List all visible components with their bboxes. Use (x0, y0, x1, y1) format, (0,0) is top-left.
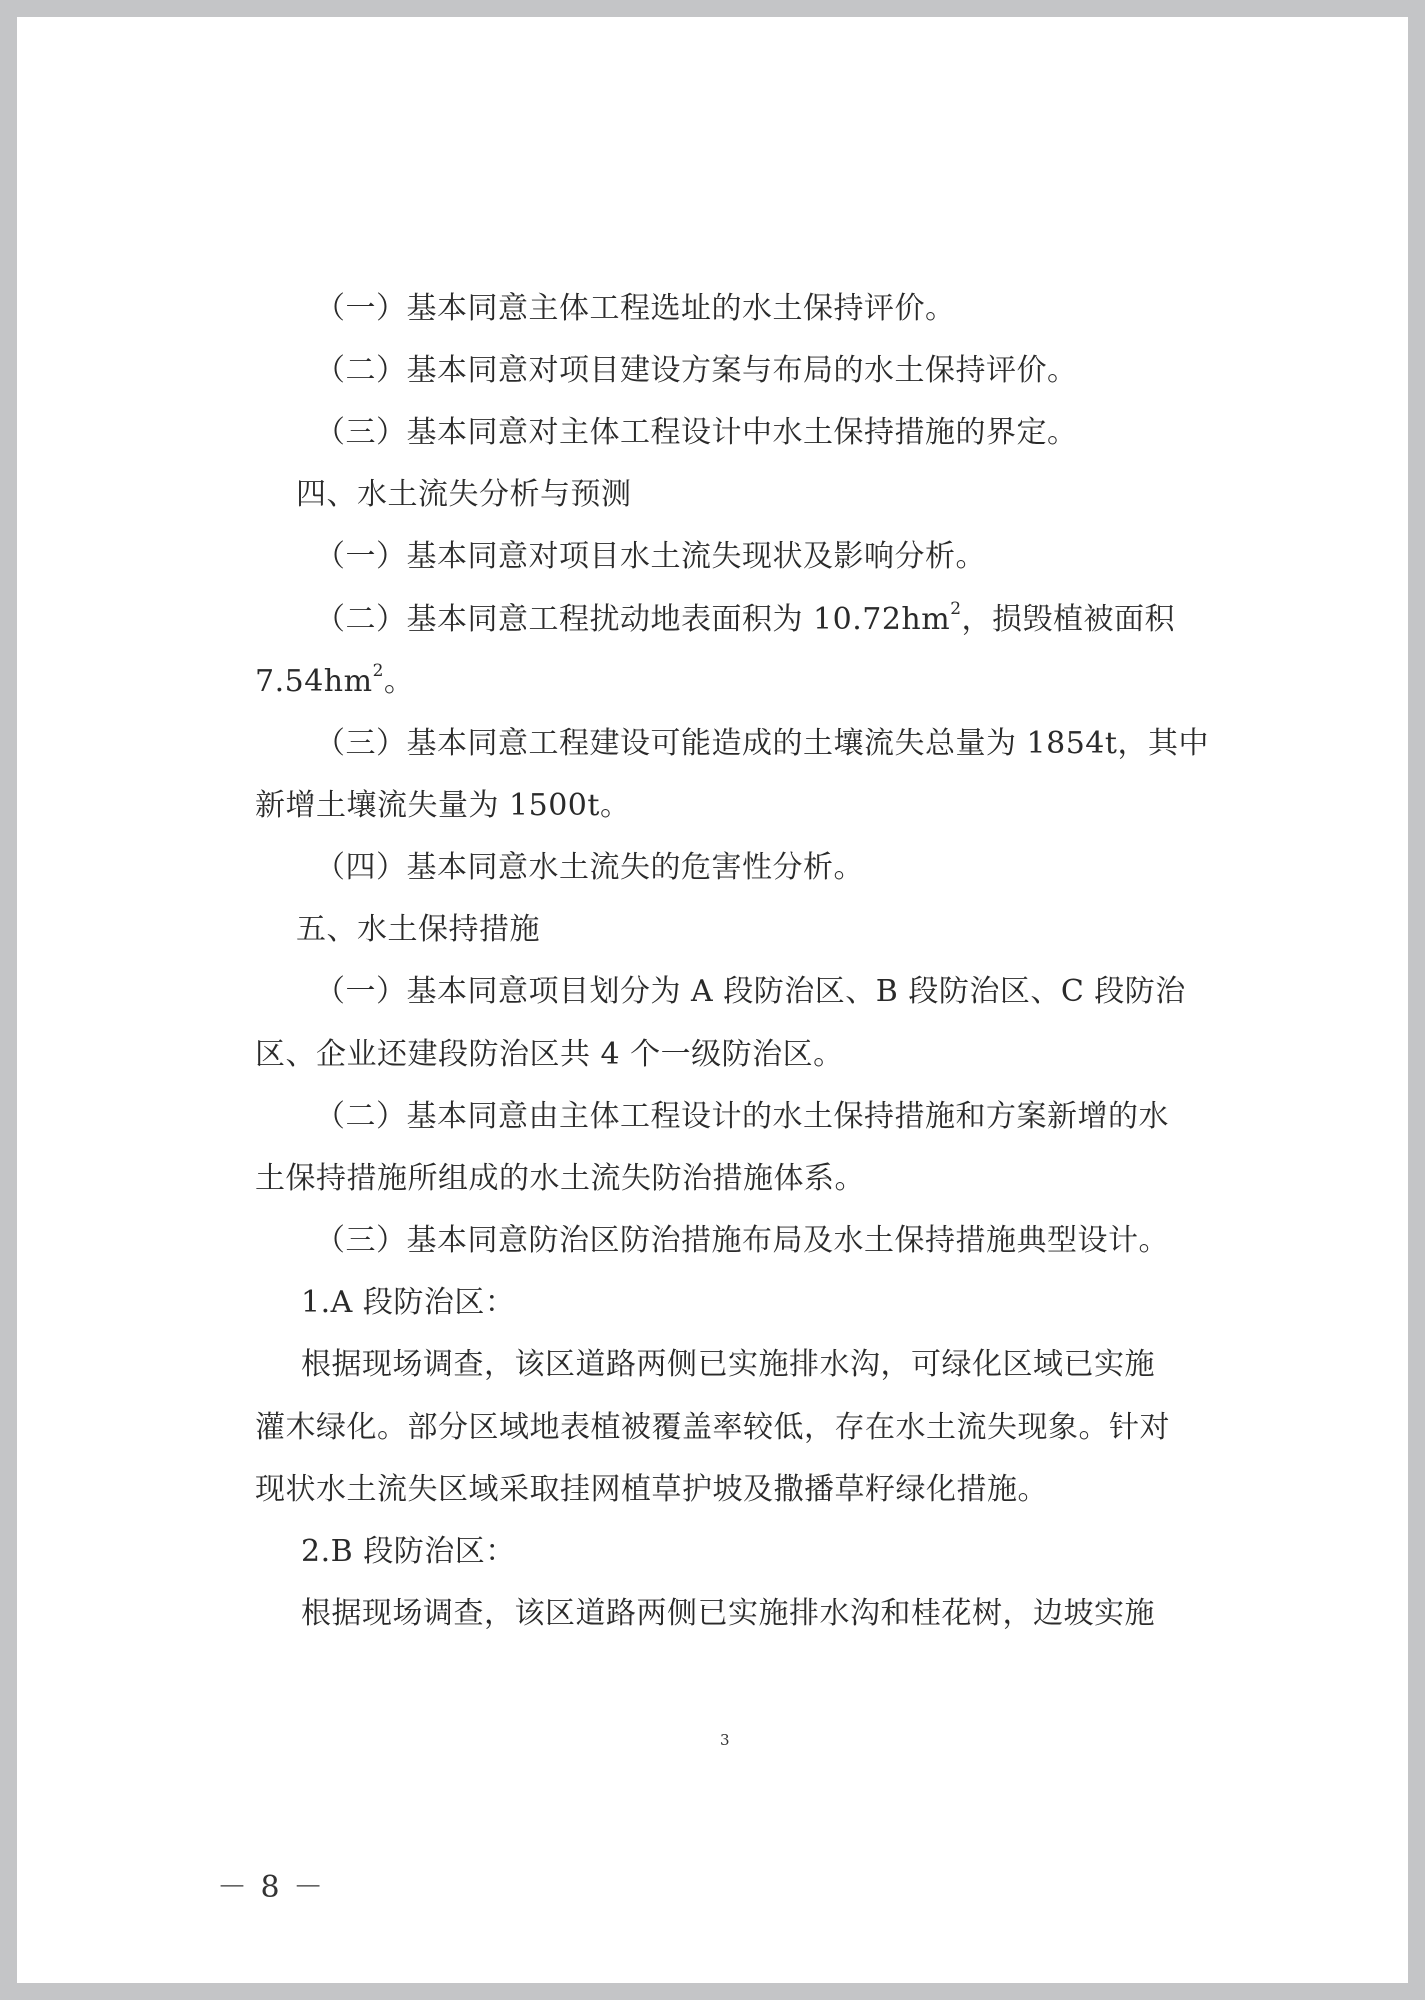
text-line: （二）基本同意由主体工程设计的水土保持措施和方案新增的水 (315, 1099, 1169, 1134)
text-line: （二）基本同意工程扰动地表面积为 $10.72hm^2$，损毁植被面积 (315, 599, 1176, 637)
page-number: 3 (720, 1731, 730, 1749)
footer-page-number: － 8 － (217, 1870, 326, 1905)
text-line: 土保持措施所组成的水土流失防治措施体系。 (255, 1161, 865, 1196)
text-line: （二）基本同意对项目建设方案与布局的水土保持评价。 (315, 353, 1078, 388)
subsection-heading: 2.B 段防治区： (301, 1534, 516, 1569)
text-line: 根据现场调查，该区道路两侧已实施排水沟，可绿化区域已实施 (301, 1347, 1155, 1382)
section-heading: 四、水土流失分析与预测 (296, 477, 632, 512)
document-page (17, 17, 1408, 1983)
subsection-heading: 1.A 段防治区： (301, 1285, 516, 1320)
section-heading: 五、水土保持措施 (296, 912, 540, 947)
text-line: （四）基本同意水土流失的危害性分析。 (315, 850, 864, 885)
text-line: 区、企业还建段防治区共 4 个一级防治区。 (255, 1037, 844, 1072)
text-line: （一）基本同意主体工程选址的水土保持评价。 (315, 291, 956, 326)
text-line: （一）基本同意项目划分为 A 段防治区、B 段防治区、C 段防治 (315, 974, 1186, 1009)
text-line: （三）基本同意对主体工程设计中水土保持措施的界定。 (315, 415, 1078, 450)
text-line: 灌木绿化。部分区域地表植被覆盖率较低，存在水土流失现象。针对 (255, 1410, 1170, 1445)
text-line: 新增土壤流失量为 1500t。 (255, 788, 631, 823)
text-line: 根据现场调查，该区道路两侧已实施排水沟和桂花树，边坡实施 (301, 1596, 1155, 1631)
text-line: 现状水土流失区域采取挂网植草护坡及撒播草籽绿化措施。 (255, 1472, 1048, 1507)
text-line: （一）基本同意对项目水土流失现状及影响分析。 (315, 539, 986, 574)
text-line: （三）基本同意工程建设可能造成的土壤流失总量为 1854t，其中 (315, 726, 1209, 761)
text-line: $7.54hm^2$。 (255, 661, 415, 699)
text-line: （三）基本同意防治区防治措施布局及水土保持措施典型设计。 (315, 1223, 1169, 1258)
